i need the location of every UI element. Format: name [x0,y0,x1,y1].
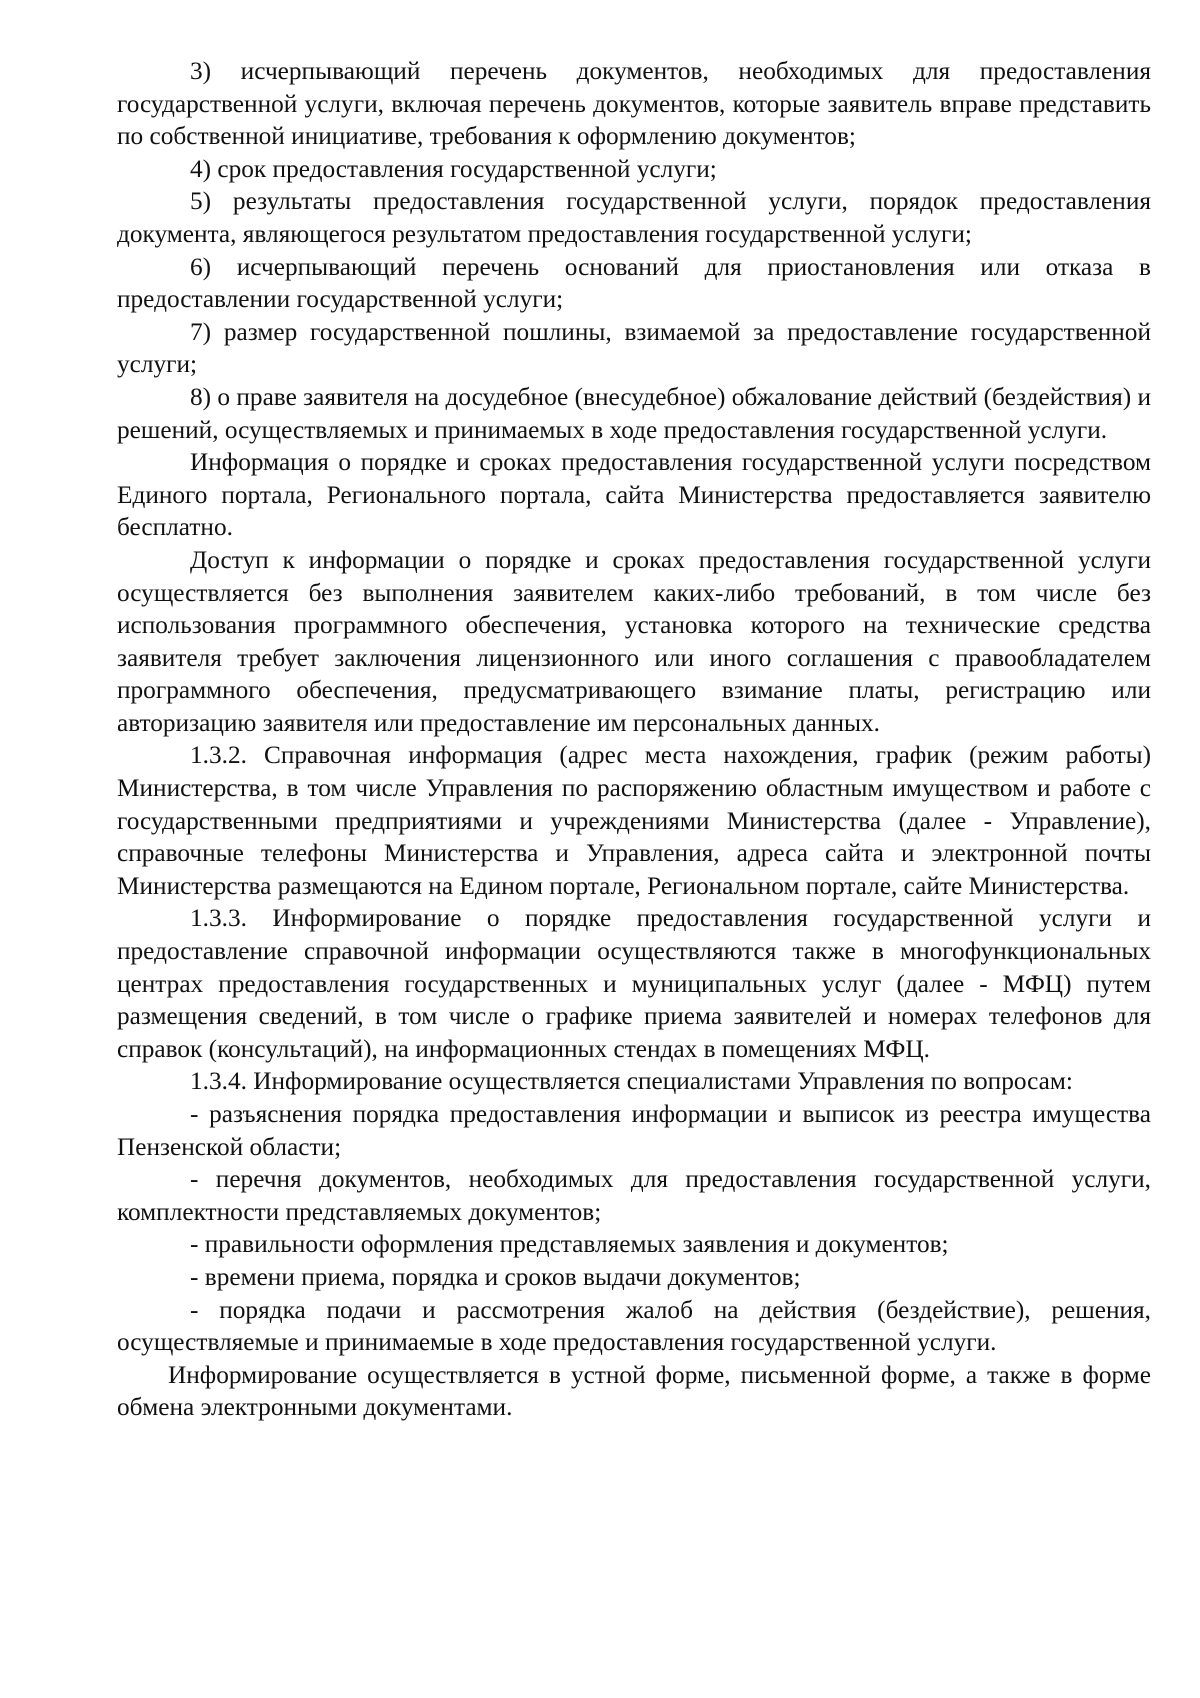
paragraph-1-3-3: 1.3.3. Информирование о порядке предоставления государственной услуги и предоставление справочной информации осуществляются также в многофункциональных центрах предоставления государственных и муниципальных услуг (далее - МФЦ) путем размещения сведений, в том числе о графике приема заявителей и номерах телефонов для справок (консультаций), на информационных стендах в помещениях МФЦ. [117,904,1151,1063]
paragraph-access: Доступ к информации о порядке и сроках предоставления государственной услуги осуществляется без выполнения заявителем каких-либо требований, в том числе без использования программного обеспечения, установка которого на технические средства заявителя требует заключения лицензионного или иного соглашения с правообладателем программного обеспечения, предусматривающего взимание платы, регистрацию или авторизацию заявителя или предоставление им персональных данных. [117,545,1151,737]
list-item-dash-2: - перечня документов, необходимых для предоставления государственной услуги, комплектности представляемых документов; [117,1165,1151,1226]
paragraph-item-6: 6) исчерпывающий перечень оснований для приостановления или отказа в предоставлении государственной услуги; [117,252,1151,314]
list-item-dash-1: - разъяснения порядка предоставления информации и выписок из реестра имущества Пензенской области; [117,1100,1151,1161]
list-item-dash-5: - порядка подачи и рассмотрения жалоб на действия (бездействие), решения, осуществляемые и принимаемые в ходе предоставления государственной услуги. [117,1295,1151,1357]
paragraph-item-8: 8) о праве заявителя на досудебное (внесудебное) обжалование действий (бездействия) и решений, осуществляемых и принимаемых в ходе предоставления государственной услуги. [117,382,1151,444]
list-item-dash-4: - времени приема, порядка и сроков выдачи документов; [190,1262,801,1291]
paragraph-item-4: 4) срок предоставления государственной услуги; [190,154,717,183]
paragraph-item-7: 7) размер государственной пошлины, взимаемой за предоставление государственной услуги; [117,317,1151,379]
paragraph-forms: Информирование осуществляется в устной форме, письменной форме, а также в форме обмена электронными документами. [117,1360,1151,1422]
paragraph-info-free: Информация о порядке и сроках предоставления государственной услуги посредством Единого портала, Регионального портала, сайта Министерства предоставляется заявителю бесплатно. [117,448,1151,542]
list-item-dash-3: - правильности оформления представляемых заявления и документов; [190,1230,949,1259]
paragraph-1-3-2: 1.3.2. Справочная информация (адрес места нахождения, график (режим работы) Министерства, в том числе Управления по распоряжению областным имуществом и работе с государственными предприятиями и учреждениями Министерства (далее - Управление), справочные телефоны Министерства и Управления, адреса сайта и электронной почты Министерства размещаются на Едином портале, Региональном портале, сайте Министерства. [117,741,1151,900]
document-page [117,55,1151,1424]
paragraph-item-5: 5) результаты предоставления государственной услуги, порядок предоставления документа, являющегося результатом предоставления государственной услуги; [117,187,1151,248]
paragraph-item-3: 3) исчерпывающий перечень документов, необходимых для предоставления государственной услуги, включая перечень документов, которые заявитель вправе представить по собственной инициативе, требования к оформлению документов; [117,57,1151,151]
paragraph-1-3-4: 1.3.4. Информирование осуществляется специалистами Управления по вопросам: [190,1067,1073,1096]
